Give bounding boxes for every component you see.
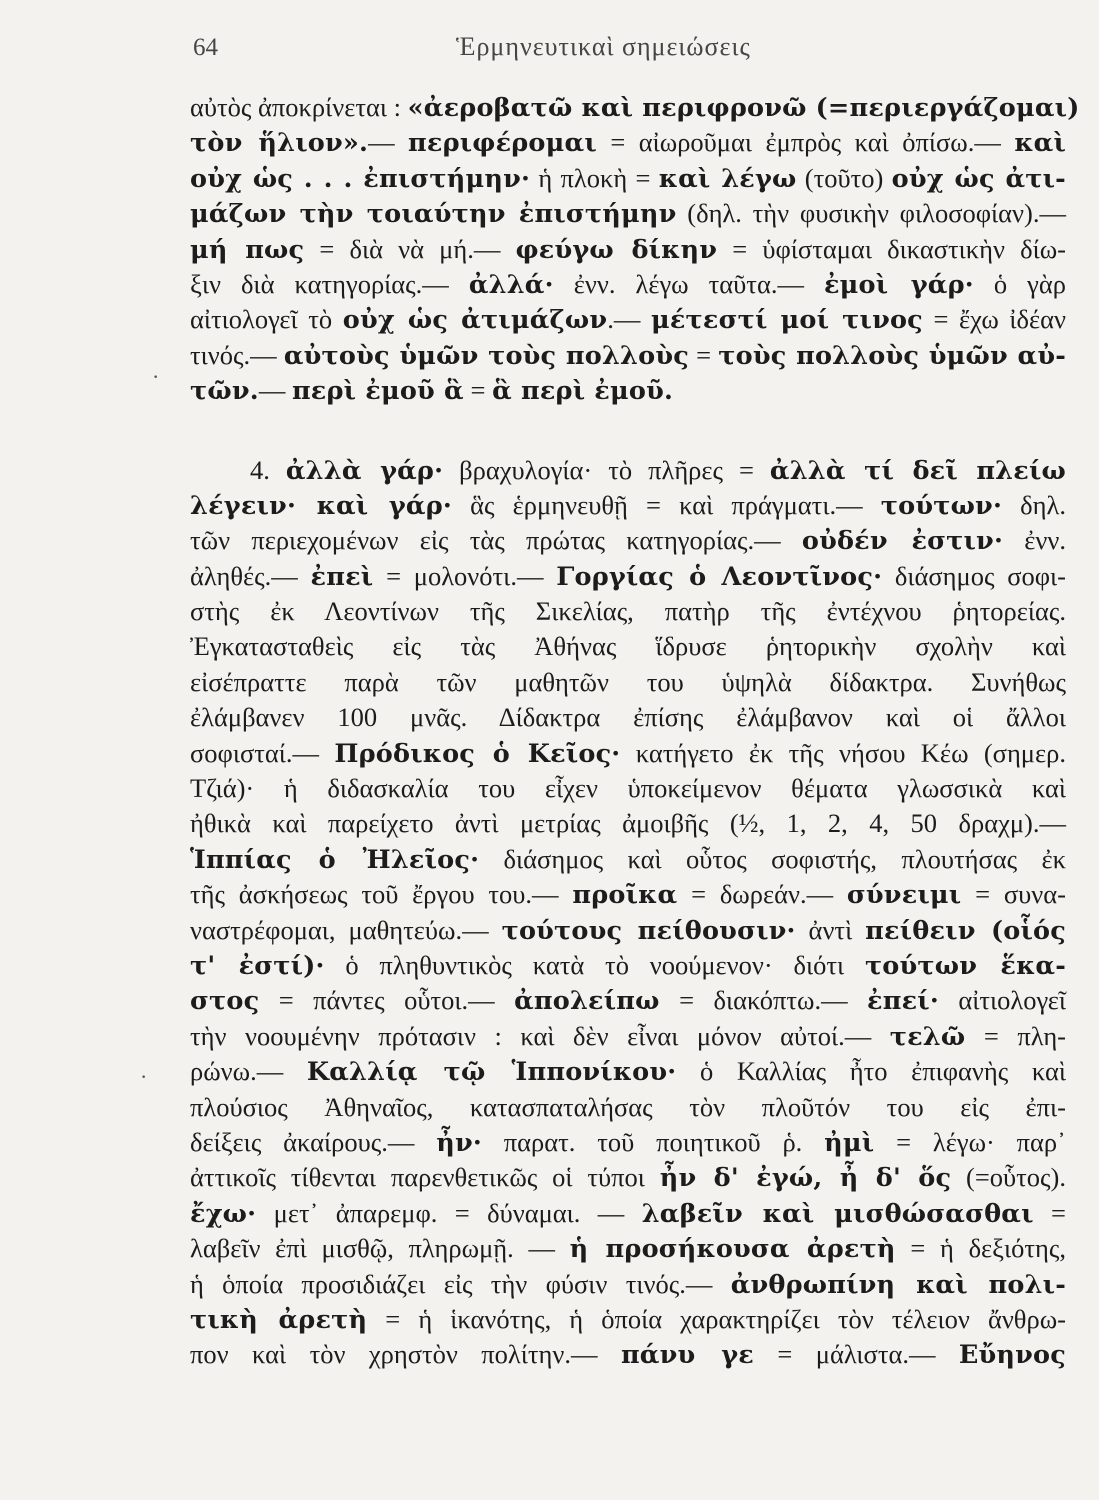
- gloss-text: λαβεῖν ἐπὶ μισθῷ, πληρωμῇ. —: [190, 1233, 570, 1264]
- lemma-term: οὐχ ὡς ἀτιμάζων: [342, 305, 608, 336]
- lemma-term: ἐπεί·: [867, 986, 939, 1017]
- text-line: [190, 1196, 1066, 1231]
- text-line: [190, 1054, 1066, 1089]
- gloss-text: (τοῦτο): [796, 162, 892, 193]
- text-line: [190, 983, 1066, 1018]
- gloss-text: =: [1033, 1197, 1067, 1228]
- text-line: [190, 373, 1066, 408]
- lemma-term: μή πως: [190, 234, 305, 265]
- text-line: [190, 1090, 1066, 1125]
- gloss-text: ἠθικὰ καὶ παρείχετο ἀντὶ μετρίας ἀμοιβῆς (½, 1, 2, 4, 50 δραχμ).—: [190, 808, 1066, 839]
- gloss-text: ἡ πλοκὴ =: [530, 162, 659, 193]
- text-line: [190, 665, 1066, 700]
- gloss-text: διάσημος σοφι-: [882, 560, 1066, 591]
- gloss-text: = ἡ δεξιότης,: [895, 1233, 1067, 1264]
- lemma-term: τούτων·: [880, 490, 1003, 521]
- text-line: [190, 877, 1066, 912]
- gloss-text: = πάντες οὗτοι.—: [259, 985, 515, 1016]
- gloss-text: = μολονότι.—: [373, 560, 557, 591]
- lemma-term: «ἀεροβατῶ καὶ περιφρονῶ (=περιεργάζομαι): [407, 93, 1080, 123]
- gloss-text: δείξεις ἀκαίρους.—: [190, 1126, 437, 1157]
- gloss-text: μετ᾽ ἀπαρεμφ. = δύναμαι. —: [256, 1197, 642, 1228]
- text-line: [190, 1302, 1066, 1337]
- gloss-text: ἐλάμβανεν 100 μνᾶς. Δίδακτρα ἐπίσης ἐλάμβανον καὶ οἱ ἄλλοι: [190, 702, 1066, 733]
- lemma-term: ἀλλά·: [468, 269, 554, 300]
- commentary-text: [190, 90, 1080, 1373]
- lemma-term: Γοργίας ὁ Λεοντῖνος·: [556, 561, 883, 592]
- lemma-term: προῖκα: [572, 880, 678, 911]
- page-number: 64: [193, 34, 218, 61]
- text-line: [190, 302, 1066, 337]
- lemma-term: ἡ προσήκουσα ἀρετὴ: [569, 1234, 896, 1265]
- lemma-term: λέγειν· καὶ γάρ·: [190, 490, 452, 521]
- text-line: [190, 232, 1066, 267]
- lemma-term: Ἱππίας ὁ Ἠλεῖος·: [190, 844, 480, 875]
- lemma-term: οὐχ ὡς ἀτι-: [891, 163, 1066, 194]
- gloss-text: = αἰωροῦμαι ἐμπρὸς καὶ ὀπίσω.—: [596, 127, 1015, 158]
- text-line: [190, 1019, 1066, 1054]
- gloss-text: = διὰ νὰ μή.—: [304, 233, 516, 264]
- running-title: Ἑρμηνευτικαὶ σημειώσεις: [456, 32, 751, 61]
- text-line: [190, 338, 1066, 373]
- gloss-text: στὴς ἐκ Λεοντίνων τῆς Σικελίας, πατὴρ τῆς ἐντέχνου ῥητορείας.: [190, 596, 1066, 627]
- lemma-term: οὐχ ὡς . . . ἐπιστήμην·: [190, 163, 531, 194]
- text-line: [190, 161, 1066, 196]
- gloss-text: ναστρέφομαι, μαθητεύω.—: [190, 914, 502, 945]
- running-head: [0, 26, 1099, 72]
- text-line: [190, 700, 1066, 735]
- gloss-text: διάσημος καὶ οὗτος σοφιστής, πλουτήσας ἐκ: [479, 843, 1066, 874]
- text-line: [190, 196, 1066, 231]
- gloss-text: ξιν διὰ κατηγορίας.—: [190, 268, 469, 299]
- gloss-text: τῶν περιεχομένων εἰς τὰς πρώτας κατηγορίας.—: [190, 525, 802, 556]
- lemma-term: σύνειμι: [846, 880, 962, 911]
- gloss-text: ἡ ὁποία προσιδιάζει εἰς τὴν φύσιν τινός.—: [190, 1268, 731, 1299]
- gloss-text: παρατ. τοῦ ποιητικοῦ ῥ.: [481, 1126, 825, 1157]
- lemma-term: τελῶ: [889, 1021, 966, 1052]
- gloss-text: βραχυλογία· τὸ πλῆρες =: [443, 454, 770, 485]
- gloss-text: = ὑφίσταμαι δικαστικὴν δίω-: [717, 233, 1066, 264]
- lemma-term: μάζων τὴν τοιαύτην ἐπιστήμην: [190, 199, 677, 230]
- gloss-text: ἐνν. λέγω ταῦτα.—: [553, 268, 824, 299]
- text-line: [190, 913, 1066, 948]
- gloss-text: = μάλιστα.—: [754, 1339, 959, 1370]
- lemma-term: τ' ἐστί)·: [190, 950, 325, 981]
- lemma-term: ἐμοὶ γάρ·: [823, 269, 974, 300]
- lemma-term: ἀλλὰ γάρ·: [285, 455, 444, 486]
- text-line: [190, 806, 1066, 841]
- gloss-text: πον καὶ τὸν χρηστὸν πολίτην.—: [190, 1339, 621, 1370]
- gloss-text: τῆς ἀσκήσεως τοῦ ἔργου του.—: [190, 879, 573, 910]
- lemma-term: τικὴ ἀρετὴ: [190, 1304, 368, 1335]
- gloss-text: = ἔχω ἰδέαν: [922, 304, 1067, 335]
- lemma-term: αὐτοὺς ὑμῶν τοὺς πολλοὺς: [283, 340, 689, 371]
- text-line: [190, 771, 1066, 806]
- gloss-text: ὁ πληθυντικὸς κατὰ τὸ νοούμενον· διότι: [324, 949, 865, 980]
- gloss-text: ἀντὶ: [795, 914, 866, 945]
- gloss-text: =: [463, 375, 493, 406]
- gloss-text: κατήγετο ἐκ τῆς νήσου Κέω (σημερ.: [620, 737, 1066, 768]
- gloss-text: = δωρεάν.—: [677, 879, 847, 910]
- gloss-text: δηλ.: [1002, 489, 1066, 520]
- lemma-term: περιφέρομαι: [408, 128, 597, 159]
- gloss-text: (δηλ. τὴν φυσικὴν φιλοσοφίαν).—: [676, 198, 1066, 229]
- lemma-term: ἃ περὶ ἐμοῦ.: [492, 376, 674, 407]
- text-line: [190, 1160, 1066, 1195]
- lemma-term: τούτων ἕκα-: [864, 950, 1067, 981]
- gloss-text: ἃς ἑρμηνευθῇ = καὶ πράγματι.—: [452, 489, 881, 520]
- text-line: [190, 1267, 1066, 1302]
- lemma-term: τούτους πείθουσιν·: [501, 915, 796, 946]
- gloss-text: = πλη-: [965, 1020, 1067, 1051]
- gloss-text: ὁ Καλλίας ἦτο ἐπιφανὴς καὶ: [676, 1056, 1066, 1087]
- lemma-term: καὶ λέγω: [658, 163, 797, 194]
- lemma-term: πείθειν (οἷός: [865, 915, 1066, 946]
- text-line: [190, 948, 1066, 983]
- text-line: [190, 267, 1066, 302]
- gloss-text: —: [368, 127, 409, 158]
- lemma-term: ἀπολείπω: [514, 986, 660, 1017]
- gloss-text: αἰτιολογεῖ: [938, 985, 1067, 1016]
- text-line: [190, 736, 1066, 771]
- gloss-text: = ἡ ἱκανότης, ἡ ὁποία χαρακτηρίζει τὸν τέλειον ἄνθρω-: [367, 1303, 1066, 1334]
- lemma-term: ἠμὶ: [824, 1127, 875, 1158]
- gloss-text: ρώνω.—: [190, 1056, 307, 1087]
- lemma-term: Εὔηνος: [958, 1340, 1066, 1371]
- gloss-text: πλούσιος Ἀθηναῖος, κατασπαταλήσας τὸν πλοῦτόν του εἰς ἐπι-: [190, 1091, 1066, 1122]
- lemma-term: φεύγω δίκην: [515, 234, 718, 265]
- gloss-text: ἀληθές.—: [190, 560, 311, 591]
- gloss-text: σοφισταί.—: [190, 737, 335, 768]
- gloss-text: τὴν νοουμένην πρότασιν : καὶ δὲν εἶναι μόνον αὐτοί.—: [190, 1020, 890, 1051]
- margin-mark: ·: [140, 1064, 148, 1089]
- lemma-term: ἦν δ' ἐγώ, ἦ δ' ὅς: [659, 1163, 952, 1194]
- lemma-term: ἔχω·: [190, 1198, 257, 1229]
- lemma-term: Πρόδικος ὁ Κεῖος·: [334, 738, 621, 769]
- text-line: [190, 629, 1066, 664]
- lemma-term: μέτεστί μοί τινος: [650, 305, 923, 336]
- text-line: [190, 559, 1066, 594]
- lemma-term: στος: [190, 986, 260, 1017]
- gloss-text: = λέγω· παρ᾽: [874, 1126, 1066, 1157]
- gloss-text: ἀττικοῖς τίθενται παρενθετικῶς οἱ τύποι: [190, 1162, 660, 1193]
- paragraph-gap: [190, 409, 1066, 453]
- lemma-term: ἀλλὰ τί δεῖ πλείω: [769, 455, 1066, 486]
- text-line: [190, 1337, 1066, 1372]
- lemma-term: λαβεῖν καὶ μισθώσασθαι: [641, 1198, 1034, 1229]
- gloss-text: ἐνν.: [1003, 525, 1066, 556]
- text-line: [190, 488, 1066, 523]
- gloss-text: .—: [607, 304, 651, 335]
- gloss-text: = διακόπτω.—: [659, 985, 868, 1016]
- lemma-term: περὶ ἐμοῦ ἃ: [291, 376, 464, 407]
- gloss-text: ὁ γὰρ: [973, 268, 1066, 299]
- lemma-term: Καλλίᾳ τῷ Ἱππονίκου·: [306, 1057, 677, 1088]
- gloss-text: = συνα-: [961, 879, 1066, 910]
- margin-mark: ·: [152, 364, 160, 389]
- lemma-term: οὐδέν ἐστιν·: [801, 526, 1004, 557]
- text-line: [190, 523, 1066, 558]
- gloss-text: τινός.—: [190, 339, 284, 370]
- lemma-term: καὶ: [1014, 128, 1066, 159]
- lemma-term: τοὺς πολλοὺς ὑμῶν αὐ-: [718, 340, 1067, 371]
- lemma-term: τὸν ἥλιον».: [190, 128, 369, 159]
- text-line: [190, 594, 1066, 629]
- lemma-term: ἀνθρωπίνη καὶ πολι-: [730, 1269, 1067, 1300]
- text-line: [190, 125, 1066, 160]
- text-line: [190, 842, 1066, 877]
- lemma-term: ἦν·: [436, 1127, 482, 1158]
- text-line: [190, 1231, 1066, 1266]
- text-line: [190, 1125, 1066, 1160]
- gloss-text: Τζιά)· ἡ διδασκαλία του εἶχεν ὑποκείμενον θέματα γλωσσικὰ καὶ: [190, 773, 1066, 804]
- gloss-text: εἰσέπραττε παρὰ τῶν μαθητῶν του ὑψηλὰ δίδακτρα. Συνήθως: [190, 666, 1066, 697]
- text-line: [190, 90, 1080, 125]
- gloss-text: αὐτὸς ἀποκρίνεται :: [190, 92, 408, 122]
- gloss-text: 4.: [250, 454, 286, 485]
- gloss-text: —: [258, 375, 292, 406]
- gloss-text: (=οὗτος).: [951, 1162, 1066, 1193]
- gloss-text: αἰτιολογεῖ τὸ: [190, 304, 343, 335]
- lemma-term: ἐπεὶ: [310, 561, 374, 592]
- gloss-text: =: [688, 339, 719, 370]
- text-line: [190, 453, 1066, 488]
- gloss-text: Ἐγκατασταθεὶς εἰς τὰς Ἀθήνας ἵδρυσε ῥητορικὴν σχολὴν καὶ: [190, 631, 1066, 662]
- lemma-term: τῶν.: [190, 376, 259, 407]
- lemma-term: πάνυ γε: [620, 1340, 755, 1371]
